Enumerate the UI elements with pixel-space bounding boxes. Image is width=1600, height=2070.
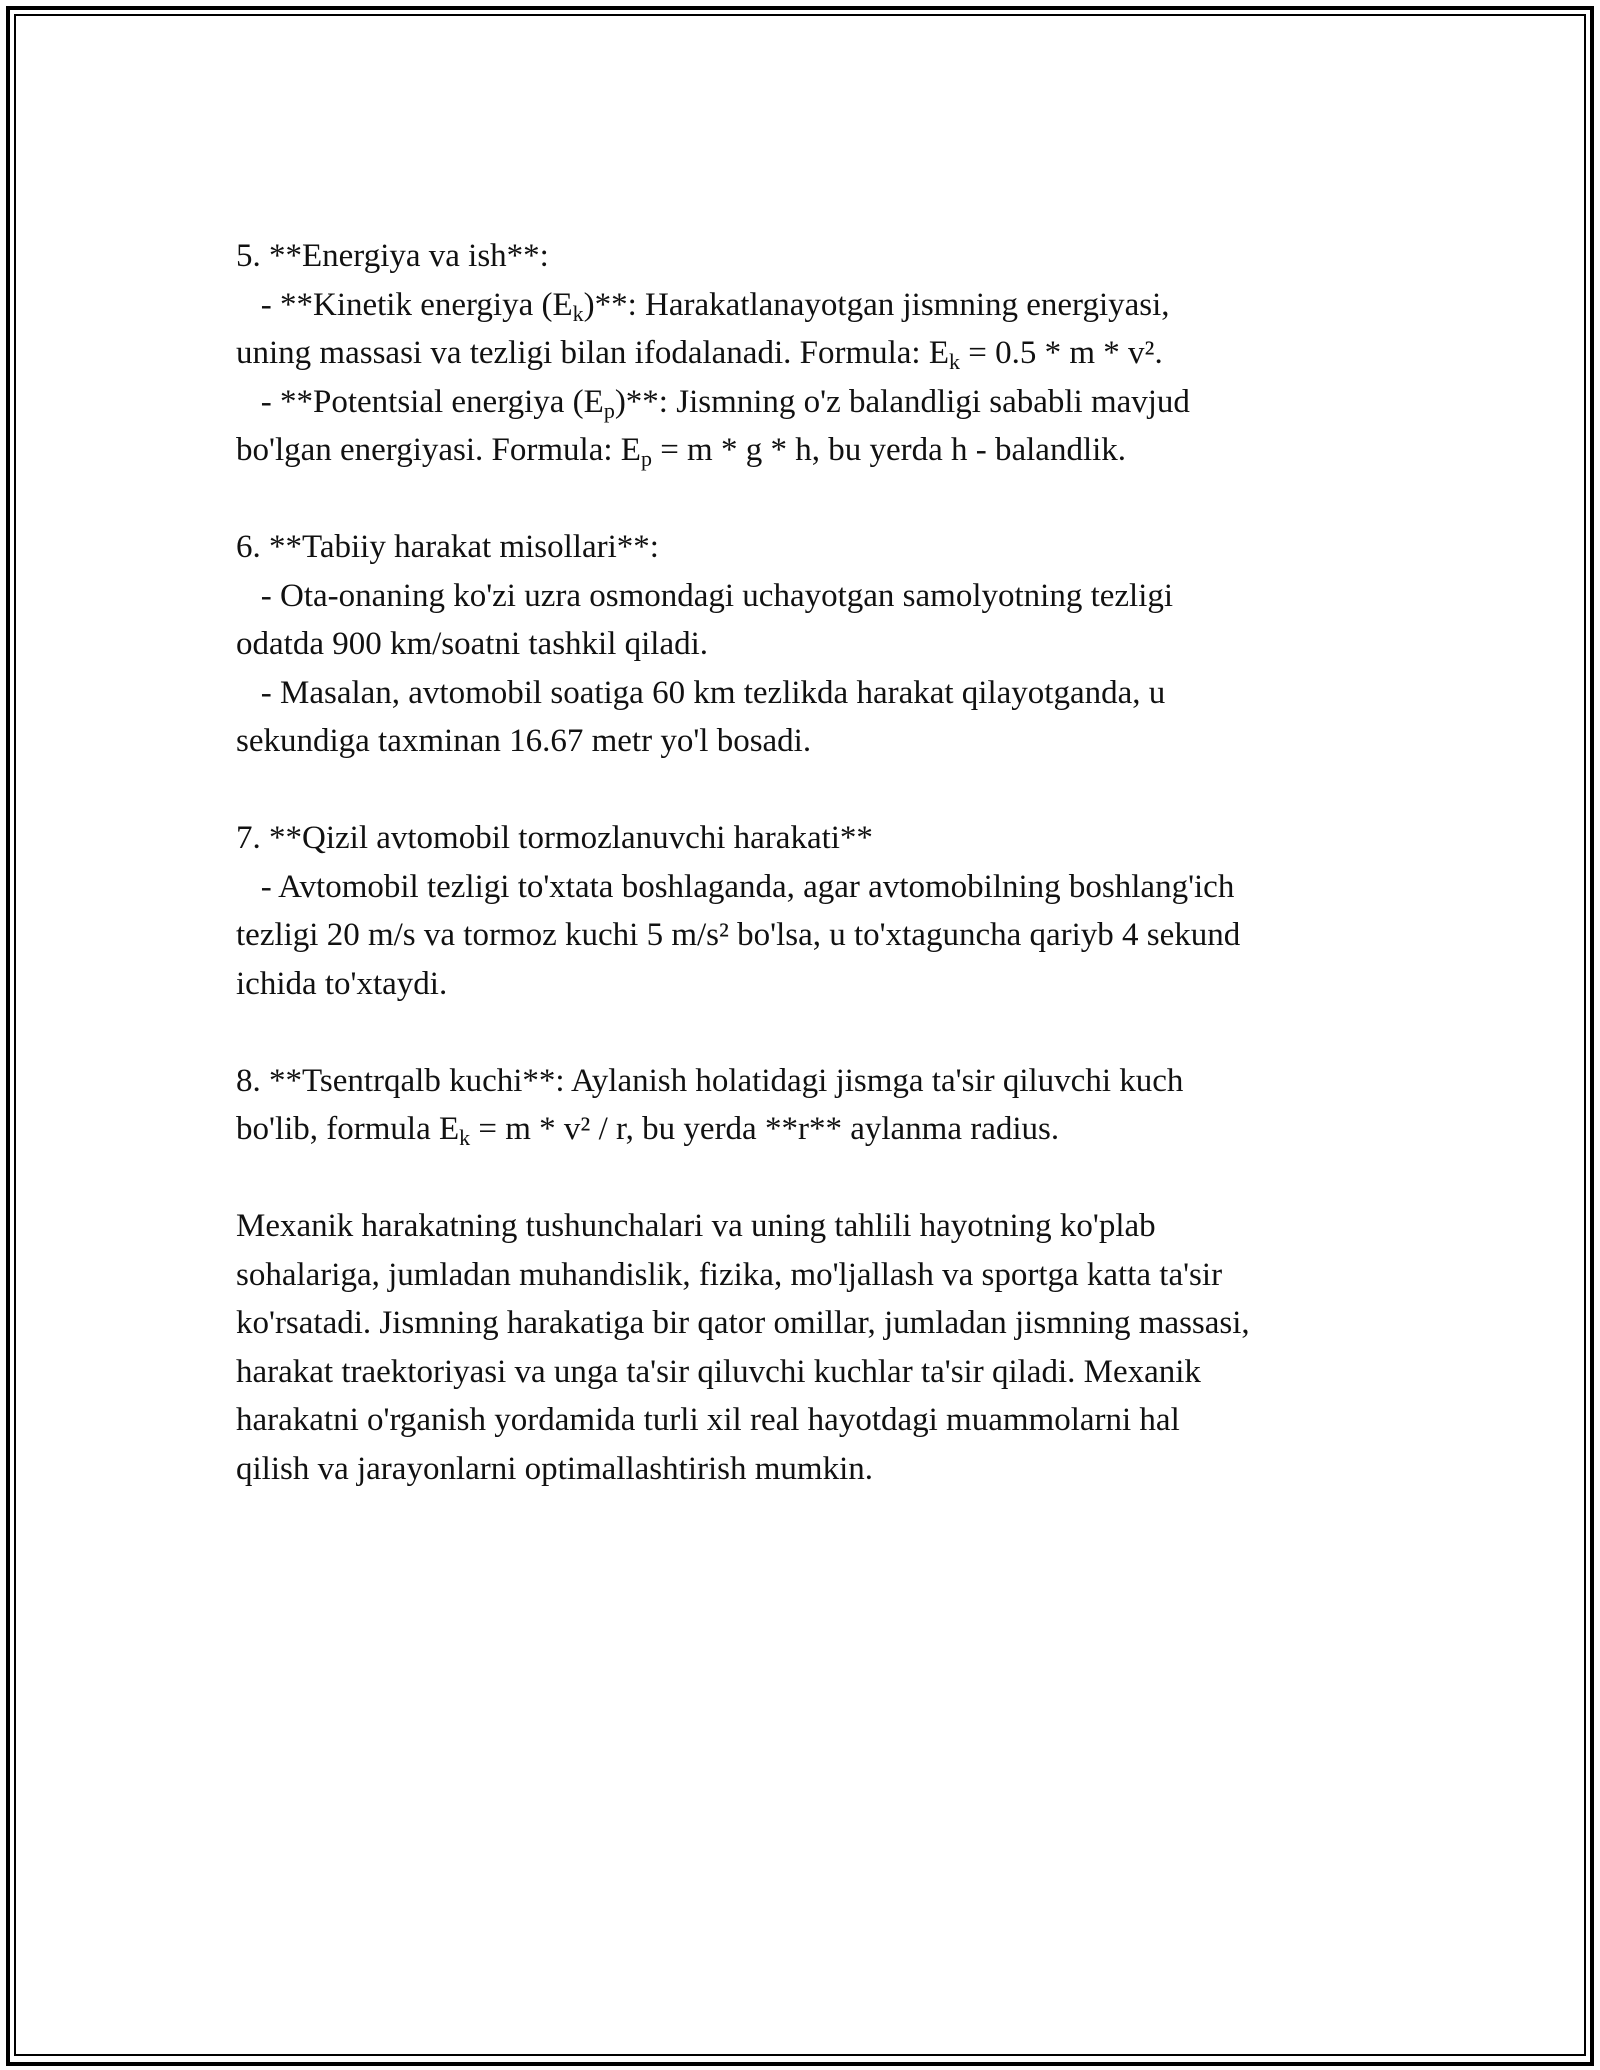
text-run: 6. **Tabiiy harakat misollari**: [236,529,659,565]
text-run: )**: Jismning o'z balandligi sababli mavjud [614,383,1190,420]
text-line [236,717,1386,766]
text-run: harakat traektoriyasi va unga ta'sir qiluvchi kuchlar ta'sir qiladi. Mexanik [236,1353,1201,1390]
text-line [236,329,1386,378]
text-run: )**: Harakatlanayotgan jismning energiyasi, [583,286,1170,323]
text-run: - **Potentsial energiya (E [236,383,604,420]
subscript: k [459,1125,471,1150]
paragraph [236,1202,1386,1493]
text-run: = m * g * h, bu yerda h - balandlik. [651,432,1127,468]
text-run: bo'lgan energiyasi. Formula: E [236,432,641,468]
text-line [236,960,1386,1009]
text-line [236,863,1386,912]
paragraph [236,523,1386,766]
subscript: p [603,397,615,423]
document-body [236,232,1386,1542]
text-line [236,232,1386,281]
text-line [236,620,1386,669]
text-line [236,1348,1386,1397]
subscript: p [640,446,652,471]
text-line [236,523,1386,572]
subscript: k [572,300,584,326]
text-run: uning massasi va tezligi bilan ifodalanadi. Formula: E [236,335,950,371]
text-run: sekundiga taxminan 16.67 metr yo'l bosadi. [236,723,812,759]
text-run: harakatni o'rganish yordamida turli xil real hayotdagi muammolarni hal [236,1402,1180,1438]
text-line [236,1251,1386,1300]
text-run: - **Kinetik energiya (E [236,286,573,323]
text-run: = 0.5 * m * v². [960,335,1163,371]
text-line [236,814,1386,863]
text-run: qilish va jarayonlarni optimallashtirish mumkin. [236,1450,873,1487]
text-run: bo'lib, formula E [236,1111,460,1147]
paragraph [236,1057,1386,1154]
paragraph [236,814,1386,1008]
text-run: - Avtomobil tezligi to'xtata boshlaganda, agar avtomobilning boshlang'ich [236,868,1235,905]
text-line [236,378,1386,427]
text-run: sohalariga, jumladan muhandislik, fizika, mo'ljallash va sportga katta ta'sir [236,1256,1223,1293]
text-run: 8. **Tsentrqalb kuchi**: Aylanish holatidagi jismga ta'sir qiluvchi kuch [236,1062,1184,1099]
text-run: ichida to'xtaydi. [236,965,448,1002]
text-line [236,911,1386,960]
text-line [236,669,1386,718]
text-run: 5. **Energiya va ish**: [236,238,549,274]
text-run: - Masalan, avtomobil soatiga 60 km tezlikda harakat qilayotganda, u [236,674,1166,711]
text-run: - Ota-onaning ko'zi uzra osmondagi uchayotgan samolyotning tezligi [236,577,1174,614]
text-run: 7. **Qizil avtomobil tormozlanuvchi harakati** [236,820,873,856]
text-line [236,281,1386,330]
text-run: Mexanik harakatning tushunchalari va uning tahlili hayotning ko'plab [236,1208,1156,1244]
text-line [236,426,1386,475]
text-line [236,1396,1386,1445]
paragraph [236,232,1386,475]
text-run: odatda 900 km/soatni tashkil qiladi. [236,626,709,662]
text-line [236,1105,1386,1154]
text-line [236,1202,1386,1251]
text-line [236,572,1386,621]
text-run: ko'rsatadi. Jismning harakatiga bir qator omillar, jumladan jismning massasi, [236,1305,1250,1341]
text-run: = m * v² / r, bu yerda **r** aylanma radius. [470,1111,1060,1147]
text-run: tezligi 20 m/s va tormoz kuchi 5 m/s² bo'lsa, u to'xtaguncha qariyb 4 sekund [236,917,1241,953]
text-line [236,1057,1386,1106]
subscript: k [949,349,961,374]
text-line [236,1299,1386,1348]
text-line [236,1445,1386,1494]
